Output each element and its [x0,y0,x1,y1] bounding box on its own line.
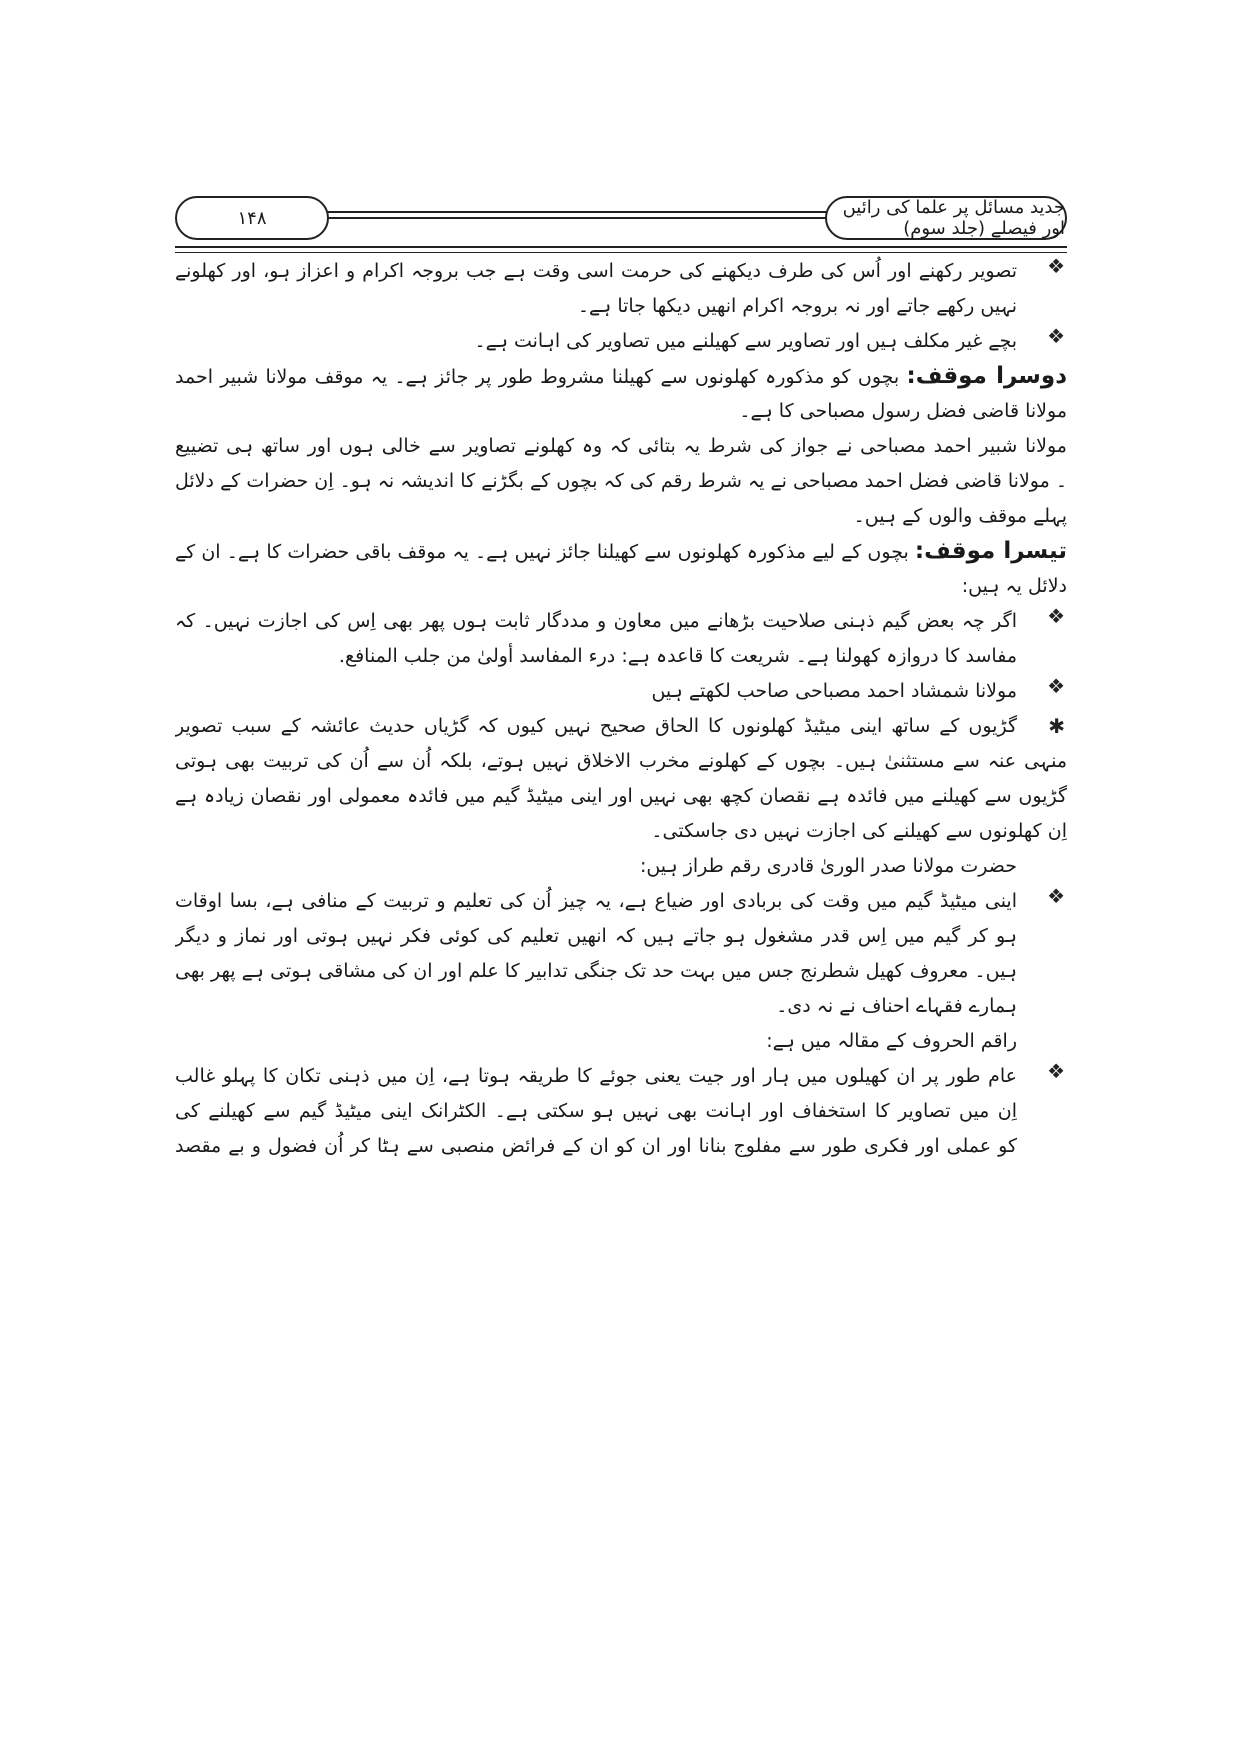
text-line: پہلے موقف والوں کے ہیں۔ [853,505,1067,527]
text-line: کو عملی اور فکری طور سے مفلوج بنانا اور ان کو ان کے فرائض منصبی سے ہٹا کر اُن فضول و بے مقصد [175,1135,1017,1157]
text-line: حضرت مولانا صدر الوریٰ قادری رقم طراز ہیں: [639,855,1017,877]
bullet-icon: ❖ [1047,324,1065,348]
text-line: مولانا شبیر احمد مصباحی نے جواز کی شرط یہ بتائی کہ وہ کھلونے تصاویر سے خالی ہوں اور ساتھ ہی تضییع [175,435,1067,457]
bullet-icon: ❖ [1047,604,1065,628]
bullet-point [175,604,1065,674]
bullet-point [175,674,1065,709]
text-span: بچوں کو مذکورہ کھلونوں سے کھیلنا مشروط طور پر جائز ہے۔ یہ موقف مولانا شبیر احمد [175,366,900,388]
text-line: دلائل یہ ہیں: [961,575,1067,597]
book-title: جدید مسائل پر علما کی رائیں اور فیصلے (جلد سوم) [825,196,1067,240]
text-line: مولانا قاضی فضل رسول مصباحی کا ہے۔ [739,400,1067,422]
text-span: مفاسد کا دروازہ کھولنا ہے۔ شریعت کا قاعدہ ہے: [621,645,1017,667]
section-heading: تیسرا موقف: [914,538,1067,564]
bullet-icon: ❖ [1047,254,1065,278]
header-rule [175,246,1067,253]
star-icon: ✱ [1048,714,1065,738]
text-line: تصویر رکھنے اور اُس کی طرف دیکھنے کی حرمت اسی وقت ہے جب بروجہ اکرام و اعزاز ہو، اور کھلونے [175,260,1017,282]
text-line: ۔ مولانا قاضی فضل احمد مصباحی نے یہ شرط رقم کی کہ بچوں کے بگڑنے کا اندیشہ نہ ہو۔ اِن حضرات کے دلائل [175,470,1067,492]
page-body [175,254,1067,1164]
text-line [175,359,1067,394]
text-line: اگر چہ بعض گیم ذہنی صلاحیت بڑھانے میں معاون و مددگار ثابت ہوں پھر بھی اِس کی اجازت نہیں۔ کہ [175,610,1017,632]
bullet-icon: ❖ [1047,674,1065,698]
text-line [175,639,1017,674]
text-line: عام طور پر ان کھیلوں میں ہار اور جیت یعنی جوئے کا طریقہ ہوتا ہے، اِن میں ذہنی تکان کا پہلو غالب [175,1065,1017,1087]
text-line: بچے غیر مکلف ہیں اور تصاویر سے کھیلنے میں تصاویر کی اہانت ہے۔ [474,330,1017,352]
header-divider [325,211,829,219]
running-header [175,196,1067,240]
text-line [175,709,1067,744]
text-line: ہو کر گیم میں اِس قدر مشغول ہو جاتے ہیں کہ انھیں تعلیم کی کوئی فکر نہیں ہوتی اور نماز و دیگر [175,925,1017,947]
section-heading: دوسرا موقف: [906,363,1067,389]
bullet-icon: ❖ [1047,884,1065,908]
text-span: گڑیوں کے ساتھ اینی میٹیڈ کھلونوں کا الحاق صحیح نہیں کیوں کہ گڑیاں حدیث عائشہ کے سبب تصویر [175,715,1017,737]
arabic-maxim: درء المفاسد أولیٰ من جلب المنافع. [338,645,616,667]
text-line: مولانا شمشاد احمد مصباحی صاحب لکھتے ہیں [651,680,1017,702]
text-line: اِن کھلونوں سے کھیلنے کی اجازت نہیں دی جاسکتی۔ [651,820,1067,842]
text-line: راقم الحروف کے مقالہ میں ہے: [766,1030,1017,1052]
bullet-point [175,884,1065,1024]
bullet-point [175,1059,1065,1164]
text-line: نہیں رکھے جاتے اور نہ بروجہ اکرام انھیں دیکھا جاتا ہے۔ [577,295,1017,317]
page-number: ۱۴۸ [175,196,329,240]
text-line: منہی عنہ سے مستثنیٰ ہیں۔ بچوں کے کھلونے مخرب الاخلاق نہیں ہوتے، بلکہ اُن سے اُن کی تربیت بھی ہوتی [175,750,1067,772]
text-line: گڑیوں سے کھیلنے میں فائدہ ہے نقصان کچھ بھی نہیں اور اینی میٹیڈ گیم میں فائدہ معمولی اور نقصان زیادہ ہے [175,785,1067,807]
bullet-point [175,324,1065,359]
text-line: ہیں۔ معروف کھیل شطرنج جس میں بہت حد تک جنگی تدابیر کا علم اور ان کی مشاقی ہوتی ہے پھر بھی [175,960,1017,982]
text-line [175,534,1067,569]
text-span: بچوں کے لیے مذکورہ کھلونوں سے کھیلنا جائز نہیں ہے۔ یہ موقف باقی حضرات کا ہے۔ ان کے [175,541,909,563]
quotation [175,709,1067,849]
bullet-point [175,254,1065,324]
text-line: ہمارے فقہاے احناف نے نہ دی۔ [776,995,1017,1017]
text-line: اینی میٹیڈ گیم میں وقت کی بربادی اور ضیاع ہے، یہ چیز اُن کی تعلیم و تربیت کے منافی ہے، بسا اوقات [175,890,1017,912]
bullet-icon: ❖ [1047,1059,1065,1083]
text-line: اِن میں تصاویر کا استخفاف اور اہانت بھی نہیں ہو سکتی ہے۔ الکٹرانک اینی میٹیڈ گیم سے کھیلنے کی [175,1100,1017,1122]
